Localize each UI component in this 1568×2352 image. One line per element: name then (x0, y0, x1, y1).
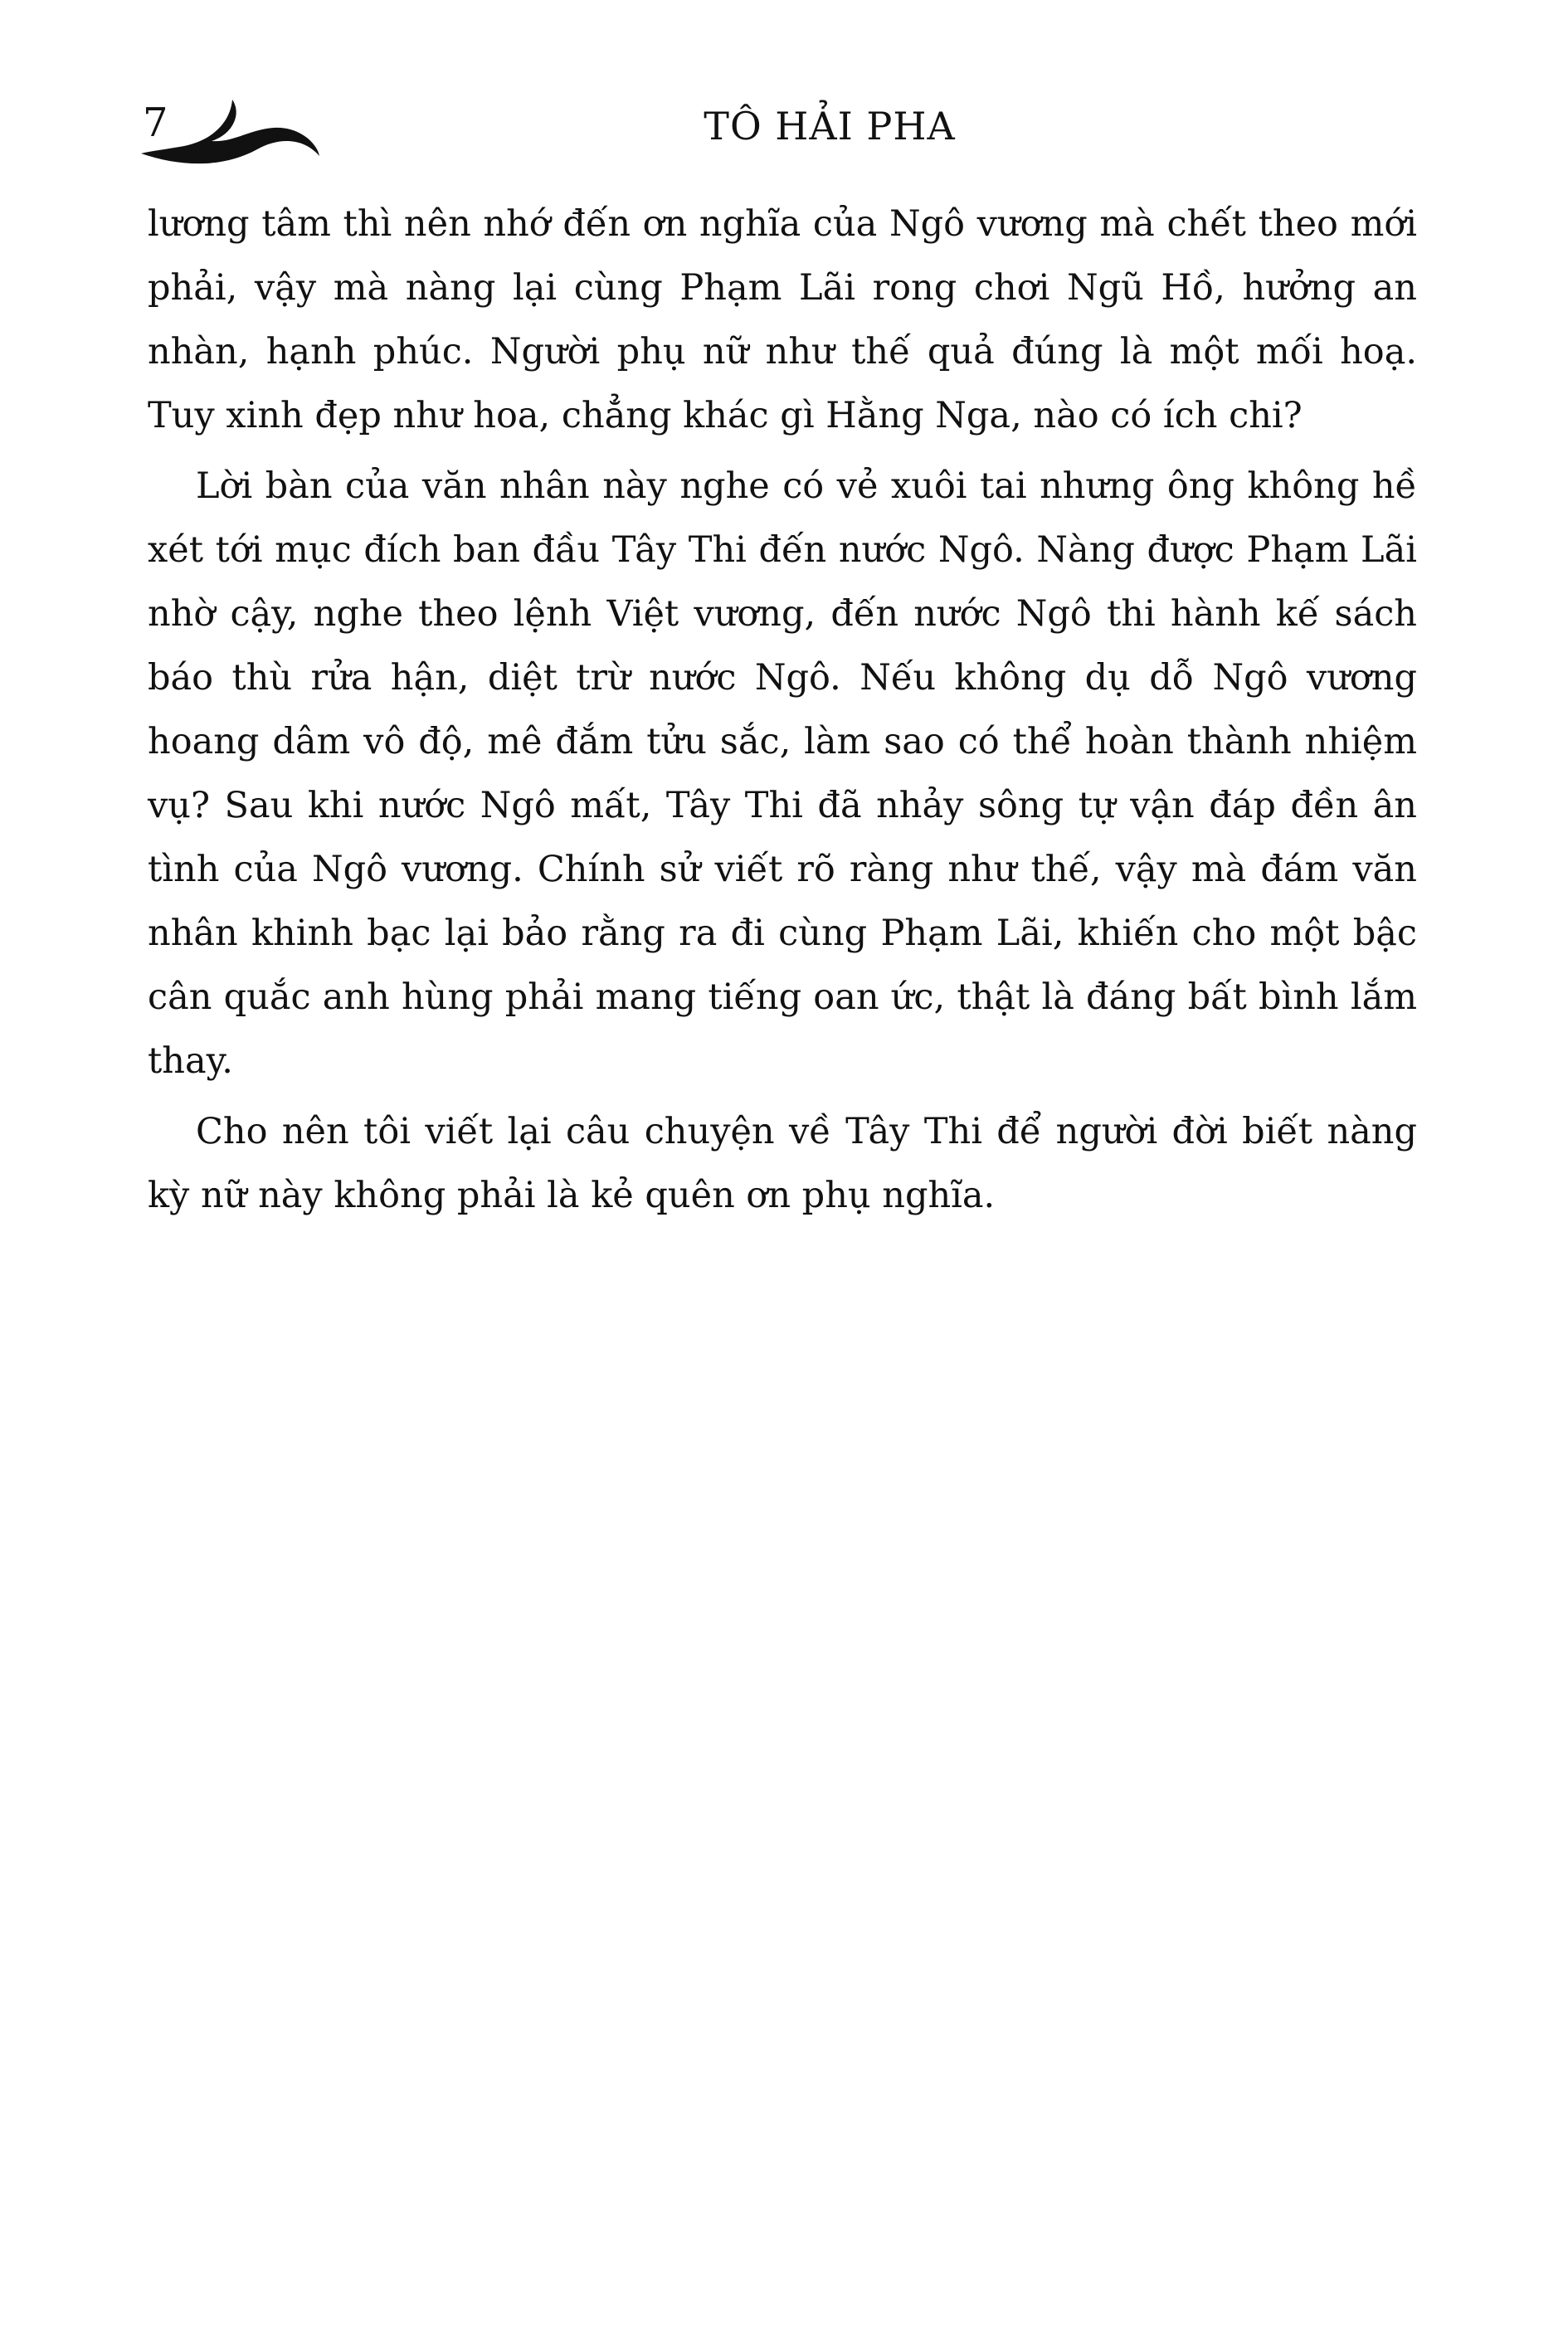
body-text (148, 192, 1417, 1228)
paragraph: Lời bàn của văn nhân này nghe có vẻ xuôi tai nhưng ông không hề xét tới mục đích ban đầu Tây Thi đến nước Ngô. Nàng được Phạm Lãi nhờ cậy, nghe theo lệnh Việt vương, đến nước Ngô thi hành kế sách báo thù rửa hận, diệt trừ nước Ngô. Nếu không dụ dỗ Ngô vương hoang dâm vô độ, mê đắm tửu sắc, làm sao có thể hoàn thành nhiệm vụ? Sau khi nước Ngô mất, Tây Thi đã nhảy sông tự vận đáp đền ân tình của Ngô vương. Chính sử viết rõ ràng như thế, vậy mà đám văn nhân khinh bạc lại bảo rằng ra đi cùng Phạm Lãi, khiến cho một bậc cân quắc anh hùng phải mang tiếng oan ức, thật là đáng bất bình lắm thay. (148, 465, 1417, 1082)
paragraph: Cho nên tôi viết lại câu chuyện về Tây Thi để người đời biết nàng kỳ nữ này không phải là kẻ quên ơn phụ nghĩa. (148, 1111, 1417, 1216)
running-title: TÔ HẢI PHA (704, 104, 956, 149)
paragraph: lương tâm thì nên nhớ đến ơn nghĩa của Ngô vương mà chết theo mới phải, vậy mà nàng lại cùng Phạm Lãi rong chơi Ngũ Hồ, hưởng an nhàn, hạnh phúc. Người phụ nữ như thế quả đúng là một mối hoạ. Tuy xinh đẹp như hoa, chẳng khác gì Hằng Nga, nào có ích chi? (148, 203, 1417, 436)
page-number: 7 (143, 100, 168, 146)
